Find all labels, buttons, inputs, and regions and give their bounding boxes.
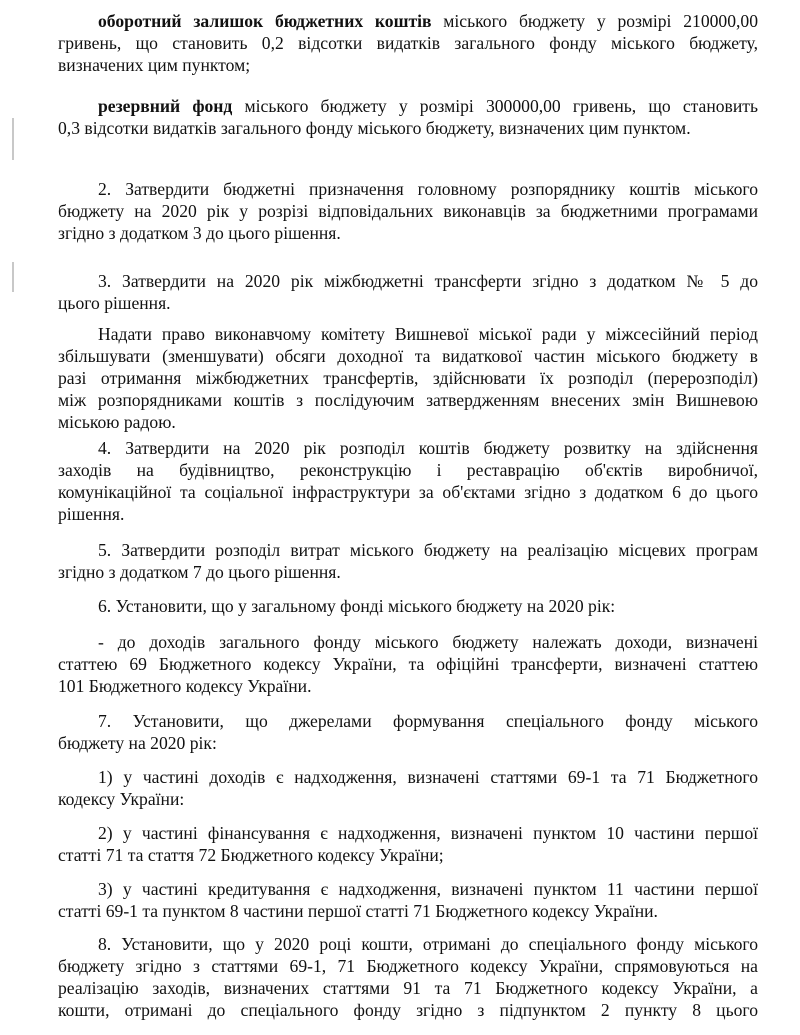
paragraph-line: статтею 69 Бюджетного кодексу України, та офіційні трансферти, визначені статтею [58,654,758,674]
paragraph-line: статті 69-1 та пунктом 8 частини першої статті 71 Бюджетного кодексу України. [58,901,658,921]
paragraph-line: міською радою. [58,412,176,432]
paragraph-subitem-2 [58,822,758,866]
paragraph-item-7 [58,710,758,754]
paragraph-item-8 [58,933,758,1021]
paragraph-line: бюджету на 2020 рік: [58,733,217,753]
paragraph-line: 7. Установити, що джерелами формування спеціального фонду міського [98,711,758,731]
paragraph-item-3 [58,270,758,314]
paragraph-line: 2. Затвердити бюджетні призначення головному розпоряднику коштів міського [98,179,758,199]
paragraph-line: 1) у частині доходів є надходження, визначені статтями 69-1 та 71 Бюджетного [98,767,758,787]
scan-edge-mark [12,118,14,160]
paragraph-line: визначених цим пунктом; [58,55,251,75]
paragraph-line: 3. Затвердити на 2020 рік міжбюджетні трансферти згідно з додатком № 5 до [98,271,758,291]
paragraph-line: бюджету на 2020 рік у розрізі відповідальних виконавців за бюджетними програмами [58,201,758,221]
paragraph-line: кошти, отримані до спеціального фонду згідно з підпунктом 2 пункту 8 цього [58,1000,758,1020]
paragraph-subitem-3 [58,878,758,922]
paragraph-line: комунікаційної та соціальної інфраструктури за об'єктами згідно з додатком 6 до цього [58,482,758,502]
paragraph-line: заходів на будівництво, реконструкцію і реставрацію об'єктів виробничої, [58,460,758,480]
paragraph-subitem-1 [58,766,758,810]
scan-edge-mark [12,262,14,292]
paragraph-line: кодексу України: [58,789,185,809]
paragraph-general-fund-revenues [58,631,758,697]
paragraph-line: 2) у частині фінансування є надходження, визначені пунктом 10 частини першої [98,823,758,843]
paragraph-line: статті 71 та стаття 72 Бюджетного кодексу України; [58,845,444,865]
paragraph-line: 8. Установити, що у 2020 році кошти, отримані до спеціального фонду міського [98,934,758,954]
paragraph-line: збільшувати (зменшувати) обсяги доходної та видаткової частин міського бюджету в [58,346,758,366]
paragraph-line: бюджету згідно з статтями 69-1, 71 Бюджетного кодексу України, спрямовуються на [58,956,758,976]
paragraph-line: - до доходів загального фонду міського бюджету належать доходи, визначені [98,632,758,652]
paragraph-line: оборотний залишок бюджетних коштів міського бюджету у розмірі 210000,00 [98,11,758,31]
paragraph-line: цього рішення. [58,293,171,313]
paragraph-item-5 [58,539,758,583]
paragraph-line: резервний фонд міського бюджету у розмірі 300000,00 гривень, що становить [98,96,758,116]
paragraph-line: реалізацію заходів, визначених статтями 91 та 71 Бюджетного кодексу України, а [58,978,758,998]
paragraph-item-4 [58,437,758,525]
paragraph-line: 4. Затвердити на 2020 рік розподіл коштів бюджету розвитку на здійснення [98,438,758,458]
paragraph-line: згідно з додатком 7 до цього рішення. [58,562,341,582]
paragraph-line: 5. Затвердити розподіл витрат міського бюджету на реалізацію місцевих програм [98,540,758,560]
paragraph-line: разі отримання міжбюджетних трансфертів, здійснювати їх розподіл (перерозподіл) [58,368,758,388]
paragraph-line: 0,3 відсотки видатків загального фонду міського бюджету, визначених цим пунктом. [58,118,691,138]
bold-term: оборотний залишок бюджетних коштів [98,11,432,31]
paragraph-line: 6. Установити, що у загальному фонді міського бюджету на 2020 рік: [98,596,616,616]
paragraph-line: гривень, що становить 0,2 відсотки видатків загального фонду міського бюджету, [58,33,758,53]
paragraph-line: 3) у частині кредитування є надходження, визначені пунктом 11 частини першої [98,879,758,899]
paragraph-working-balance [58,10,758,76]
paragraph-reserve-fund [58,95,758,139]
paragraph-line: згідно з додатком 3 до цього рішення. [58,223,341,243]
paragraph-executive-committee-right [58,323,758,433]
paragraph-item-6 [58,595,758,617]
bold-term: резервний фонд [98,96,233,116]
paragraph-line: між розпорядниками коштів з послідуючим затвердженням внесених змін Вишневою [58,390,758,410]
paragraph-line: рішення. [58,504,125,524]
paragraph-item-2 [58,178,758,244]
paragraph-line: 101 Бюджетного кодексу України. [58,676,312,696]
paragraph-line: Надати право виконавчому комітету Вишневої міської ради у міжсесійний період [98,324,758,344]
